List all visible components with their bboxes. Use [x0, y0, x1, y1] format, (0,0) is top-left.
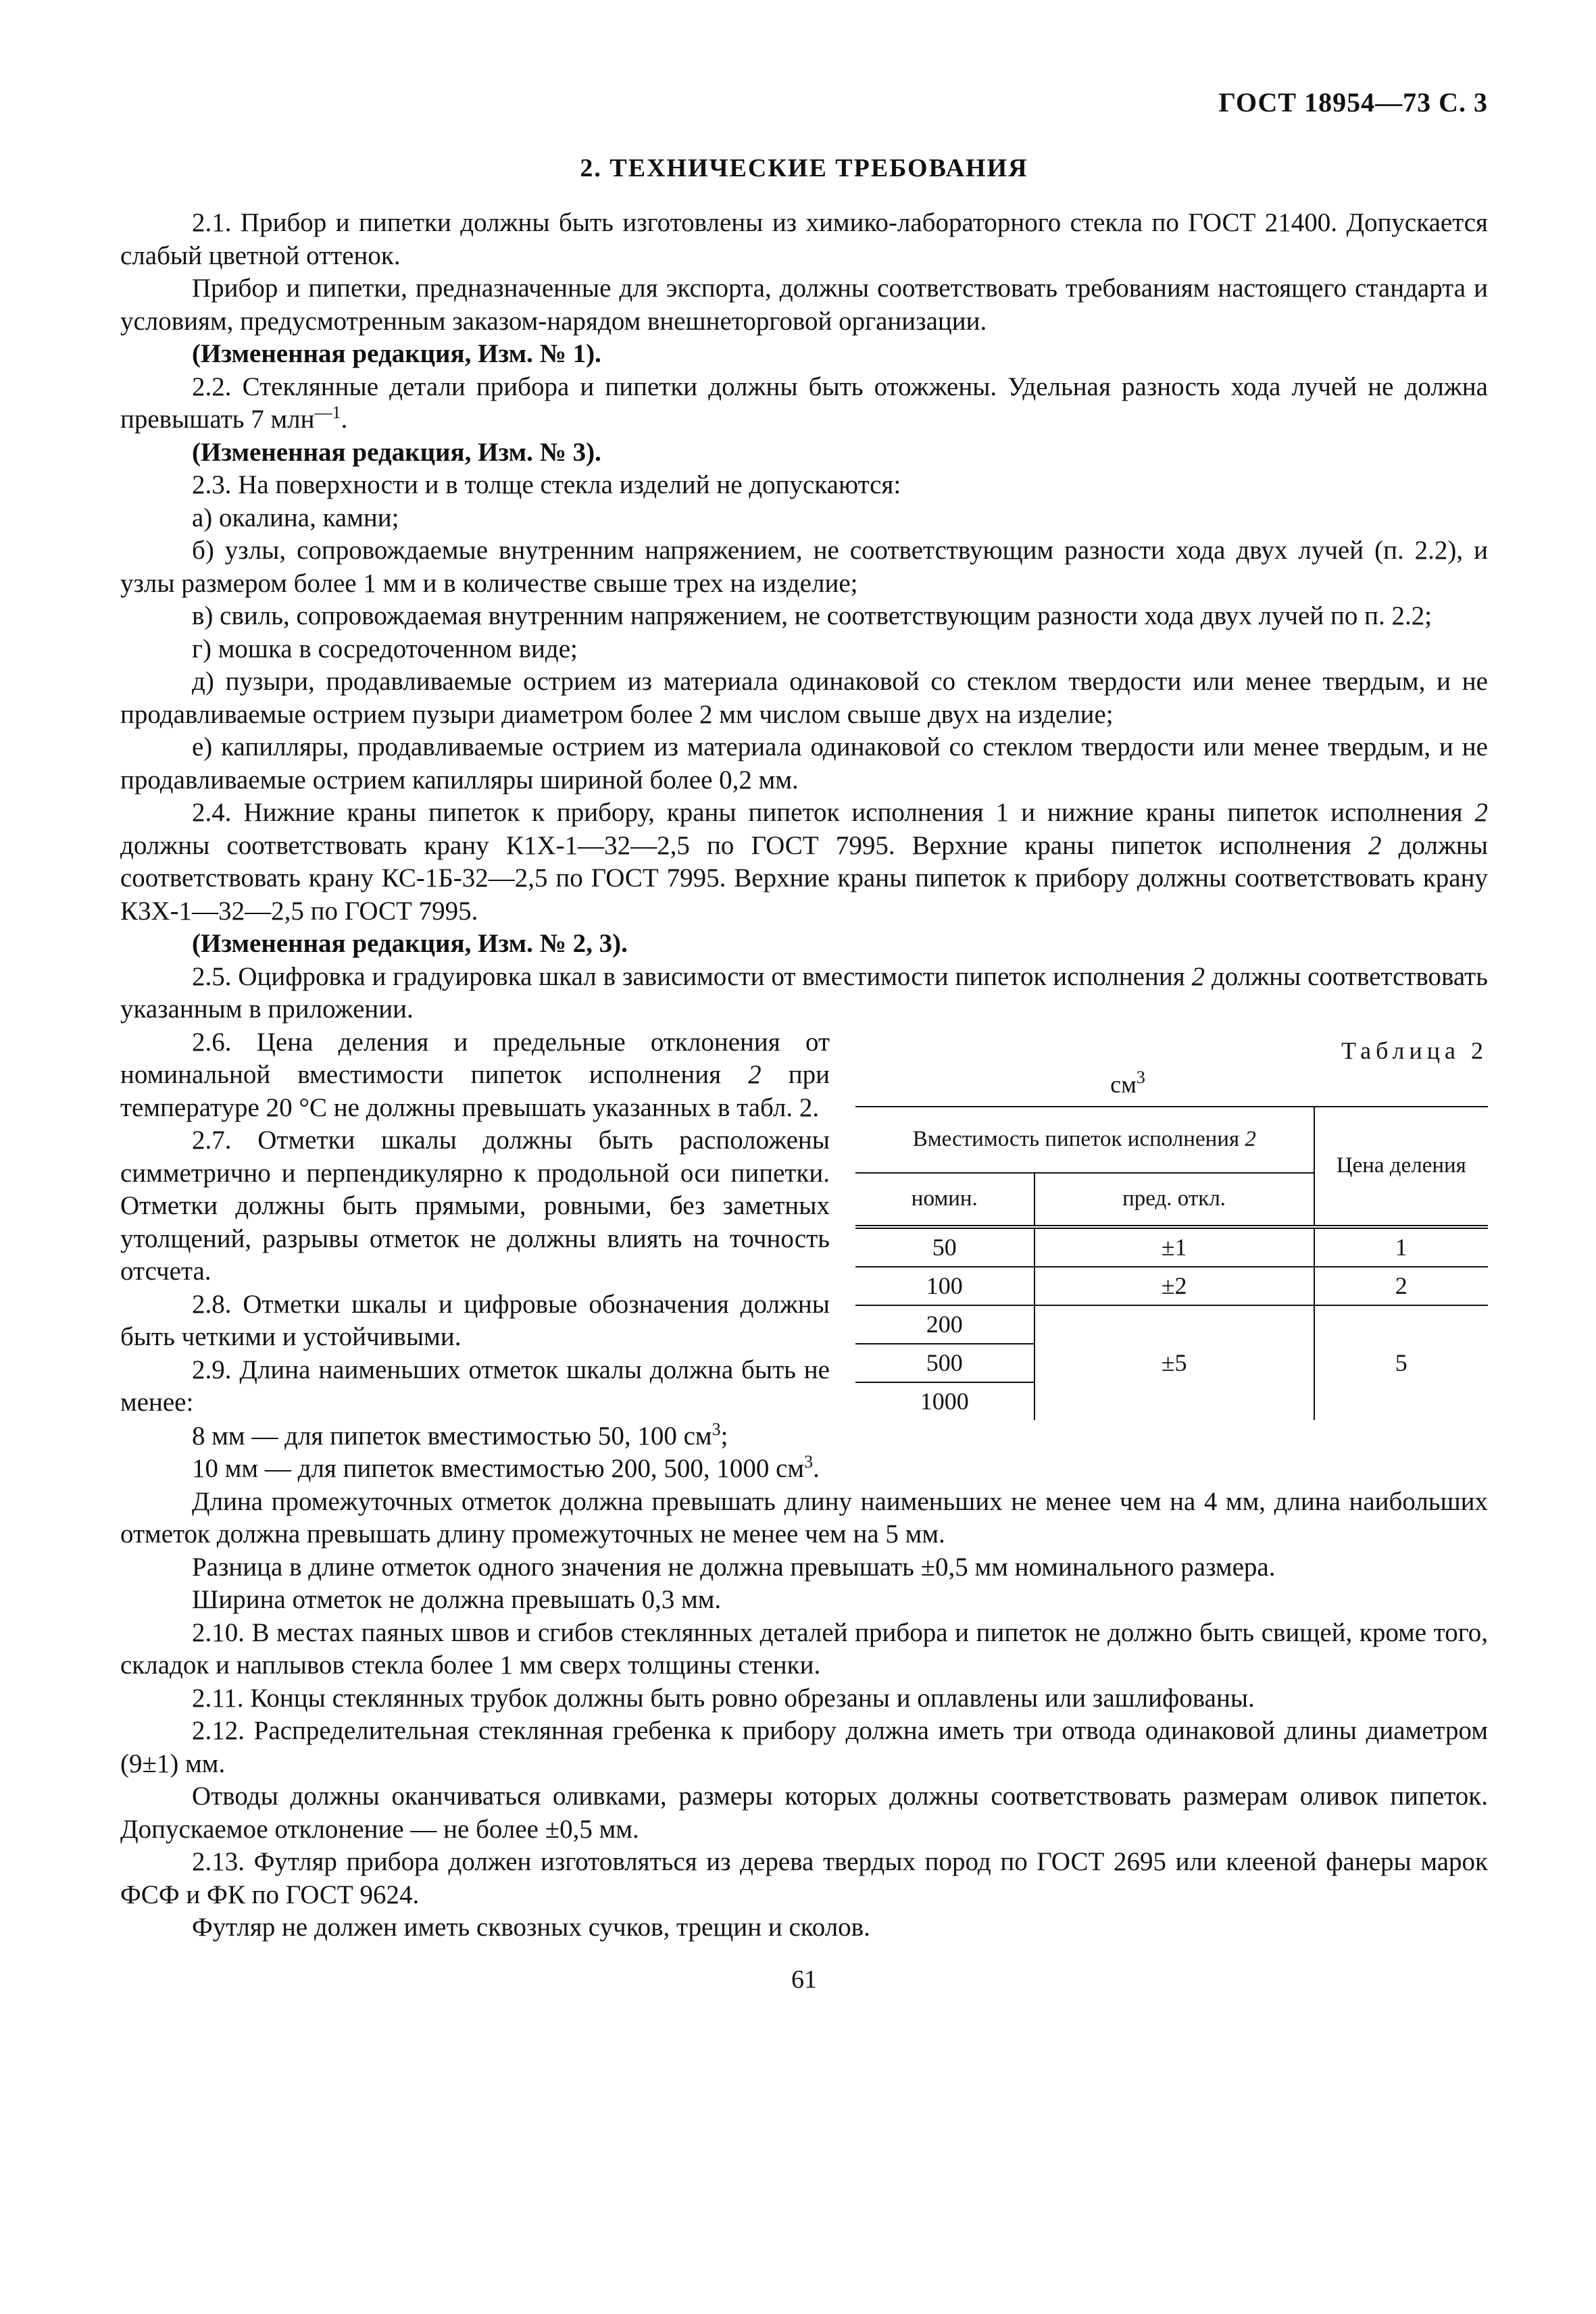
table-cell-nominal: 100: [855, 1267, 1034, 1305]
paragraph-export: Прибор и пипетки, предназначенные для экспорта, должны соответствовать требованиям настоящего стандарта и условиям, предусмотренным заказом-нарядом внешнеторговой организации.: [120, 274, 1488, 336]
table-cell-nominal: 1000: [920, 1387, 969, 1415]
table-row: [855, 1227, 1488, 1267]
paragraph-2-8: 2.8. Отметки шкалы и цифровые обозначения должны быть четкими и устойчивыми.: [120, 1289, 830, 1351]
paragraph-2-9-a: 8 мм — для пипеток вместимостью 50, 100 $см^3$;: [192, 1419, 728, 1451]
paragraph-marks-length: Длина промежуточных отметок должна превышать длину наименьших не менее чем на 4 мм, длина наибольших отметок должна превышать длину промежуточных не менее чем на 5 мм.: [120, 1486, 1488, 1549]
table-row: [855, 1305, 1488, 1344]
paragraph-2-12: 2.12. Распределительная стеклянная гребенка к прибору должна иметь три отвода одинаковой длины диаметром (9±1) мм.: [120, 1716, 1488, 1778]
table-cell-division: 1: [1314, 1227, 1488, 1267]
paragraph-2-4: 2.4. Нижние краны пипеток к прибору, краны пипеток исполнения 1 и нижние краны пипеток исполнения 2 должны соответствовать крану К1Х-1—32—2,5 по ГОСТ 7995. Верхние краны пипеток исполнения 2 должны соответствовать крану КС-1Б-32—2,5 по ГОСТ 7995. Верхние краны пипеток к прибору должны соответствовать крану К3Х-1—32—2,5 по ГОСТ 7995.: [120, 798, 1489, 926]
paragraph-2-10: 2.10. В местах паяных швов и сгибов стеклянных деталей прибора и пипеток не должно быть свищей, кроме того, складок и наплывов стекла более 1 мм сверх толщины стенки.: [120, 1617, 1488, 1680]
document-page: [120, 86, 1488, 1994]
page-number: 61: [791, 1965, 817, 1994]
table-cell-nominal: 50: [855, 1227, 1034, 1267]
paragraph-2-2: 2.2. Стеклянные детали прибора и пипетки должны быть отожжены. Удельная разность хода лучей не должна превышать 7 млн$^{—1}$.: [120, 372, 1488, 434]
table-unit: $см^3$: [1110, 1067, 1145, 1098]
paragraph-2-13: 2.13. Футляр прибора должен изготовляться из дерева твердых пород по ГОСТ 2695 или клееной фанеры марок ФСФ и ФК по ГОСТ 9624.: [120, 1847, 1488, 1909]
list-item-d: д) пузыри, продавливаемые острием из материала одинаковой со стеклом твердости или менее твердым, и не продавливаемые острием пузыри диаметром более 2 мм числом свыше двух на изделие;: [120, 667, 1488, 729]
list-item-a: а) окалина, камни;: [192, 503, 399, 532]
table-header-nominal: номин.: [855, 1173, 1034, 1227]
paragraph-2-6: 2.6. Цена деления и предельные отклонения от номинальной вместимости пипеток исполнения 2 при температуре 20 °С не должны превышать указанных в табл. 2.: [120, 1027, 830, 1122]
paragraph-2-1: 2.1. Прибор и пипетки должны быть изготовлены из химико-лабораторного стекла по ГОСТ 21400. Допускается слабый цветной оттенок.: [120, 208, 1488, 270]
paragraph-2-9-b: 10 мм — для пипеток вместимостью 200, 500, 1000 $см^3$.: [192, 1452, 820, 1483]
paragraph-olives: Отводы должны оканчиваться оливками, размеры которых должны соответствовать размерам оливок пипеток. Допускаемое отклонение — не более ±0,5 мм.: [120, 1782, 1488, 1844]
paragraph-marks-width: Ширина отметок не должна превышать 0,3 мм.: [192, 1585, 722, 1614]
table-cell-deviation: ±5: [1034, 1305, 1314, 1420]
table-cell-division: 2: [1314, 1267, 1488, 1305]
paragraph-2-3: 2.3. На поверхности и в толще стекла изделий не допускаются:: [192, 470, 901, 499]
table-cell-nominal: 500: [855, 1344, 1034, 1382]
left-column: [120, 1026, 830, 1420]
list-item-b: б) узлы, сопровождаемые внутренним напряжением, не соответствующим разности хода двух лучей (п. 2.2), и узлы размером более 1 мм и в количестве свыше трех на изделие;: [120, 536, 1488, 598]
table-caption: Таблица 2: [1341, 1036, 1488, 1064]
paragraph-2-9: 2.9. Длина наименьших отметок шкалы должна быть не менее:: [120, 1355, 830, 1417]
paragraph-2-5: 2.5. Оцифровка и градуировка шкал в зависимости от вместимости пипеток исполнения 2 должны соответствовать указанным в приложении.: [120, 961, 1488, 1024]
paragraph-2-7: 2.7. Отметки шкалы должны быть расположены симметрично и перпендикулярно к продольной оси пипетки. Отметки должны быть прямыми, ровными, без заметных утолщений, разрывы отметок не должны влиять на точность отсчета.: [120, 1126, 830, 1286]
text-with-table: [120, 1026, 1488, 1420]
table-cell-deviation: ±2: [1034, 1267, 1314, 1305]
table-cell-deviation: ±1: [1034, 1227, 1314, 1267]
table-block: [855, 1026, 1488, 1420]
table-header-deviation: пред. откл.: [1034, 1173, 1314, 1227]
list-item-v: в) свиль, сопровождаемая внутренним напряжением, не соответствующим разности хода двух лучей по п. 2.2;: [192, 601, 1432, 630]
table-cell-nominal: 200: [855, 1305, 1034, 1344]
table-header-division: Цена деления: [1314, 1107, 1488, 1227]
list-item-g: г) мошка в сосредоточенном виде;: [192, 634, 578, 663]
paragraph-case: Футляр не должен иметь сквозных сучков, трещин и сколов.: [192, 1913, 870, 1942]
table-header-capacity: Вместимость пипеток исполнения 2: [855, 1107, 1314, 1173]
amendment-note-1: (Измененная редакция, Изм. № 1).: [192, 339, 601, 368]
table-row: [855, 1267, 1488, 1305]
paragraph-2-11: 2.11. Концы стеклянных трубок должны быть ровно обрезаны и оплавлены или зашлифованы.: [192, 1683, 1255, 1713]
document-header: ГОСТ 18954—73 С. 3: [1218, 87, 1488, 118]
paragraph-marks-difference: Разница в длине отметок одного значения не должна превышать ±0,5 мм номинального размера.: [192, 1552, 1276, 1582]
section-title: 2. ТЕХНИЧЕСКИЕ ТРЕБОВАНИЯ: [580, 154, 1028, 182]
list-item-e: е) капилляры, продавливаемые острием из материала одинаковой со стеклом твердости или менее твердым, и не продавливаемые острием капилляры шириной более 0,2 мм.: [120, 732, 1488, 795]
table-2: [855, 1106, 1488, 1420]
table-cell-division: 5: [1314, 1305, 1488, 1420]
amendment-note-2: (Измененная редакция, Изм. № 3).: [192, 437, 601, 467]
amendment-note-3: (Измененная редакция, Изм. № 2, 3).: [192, 929, 628, 958]
